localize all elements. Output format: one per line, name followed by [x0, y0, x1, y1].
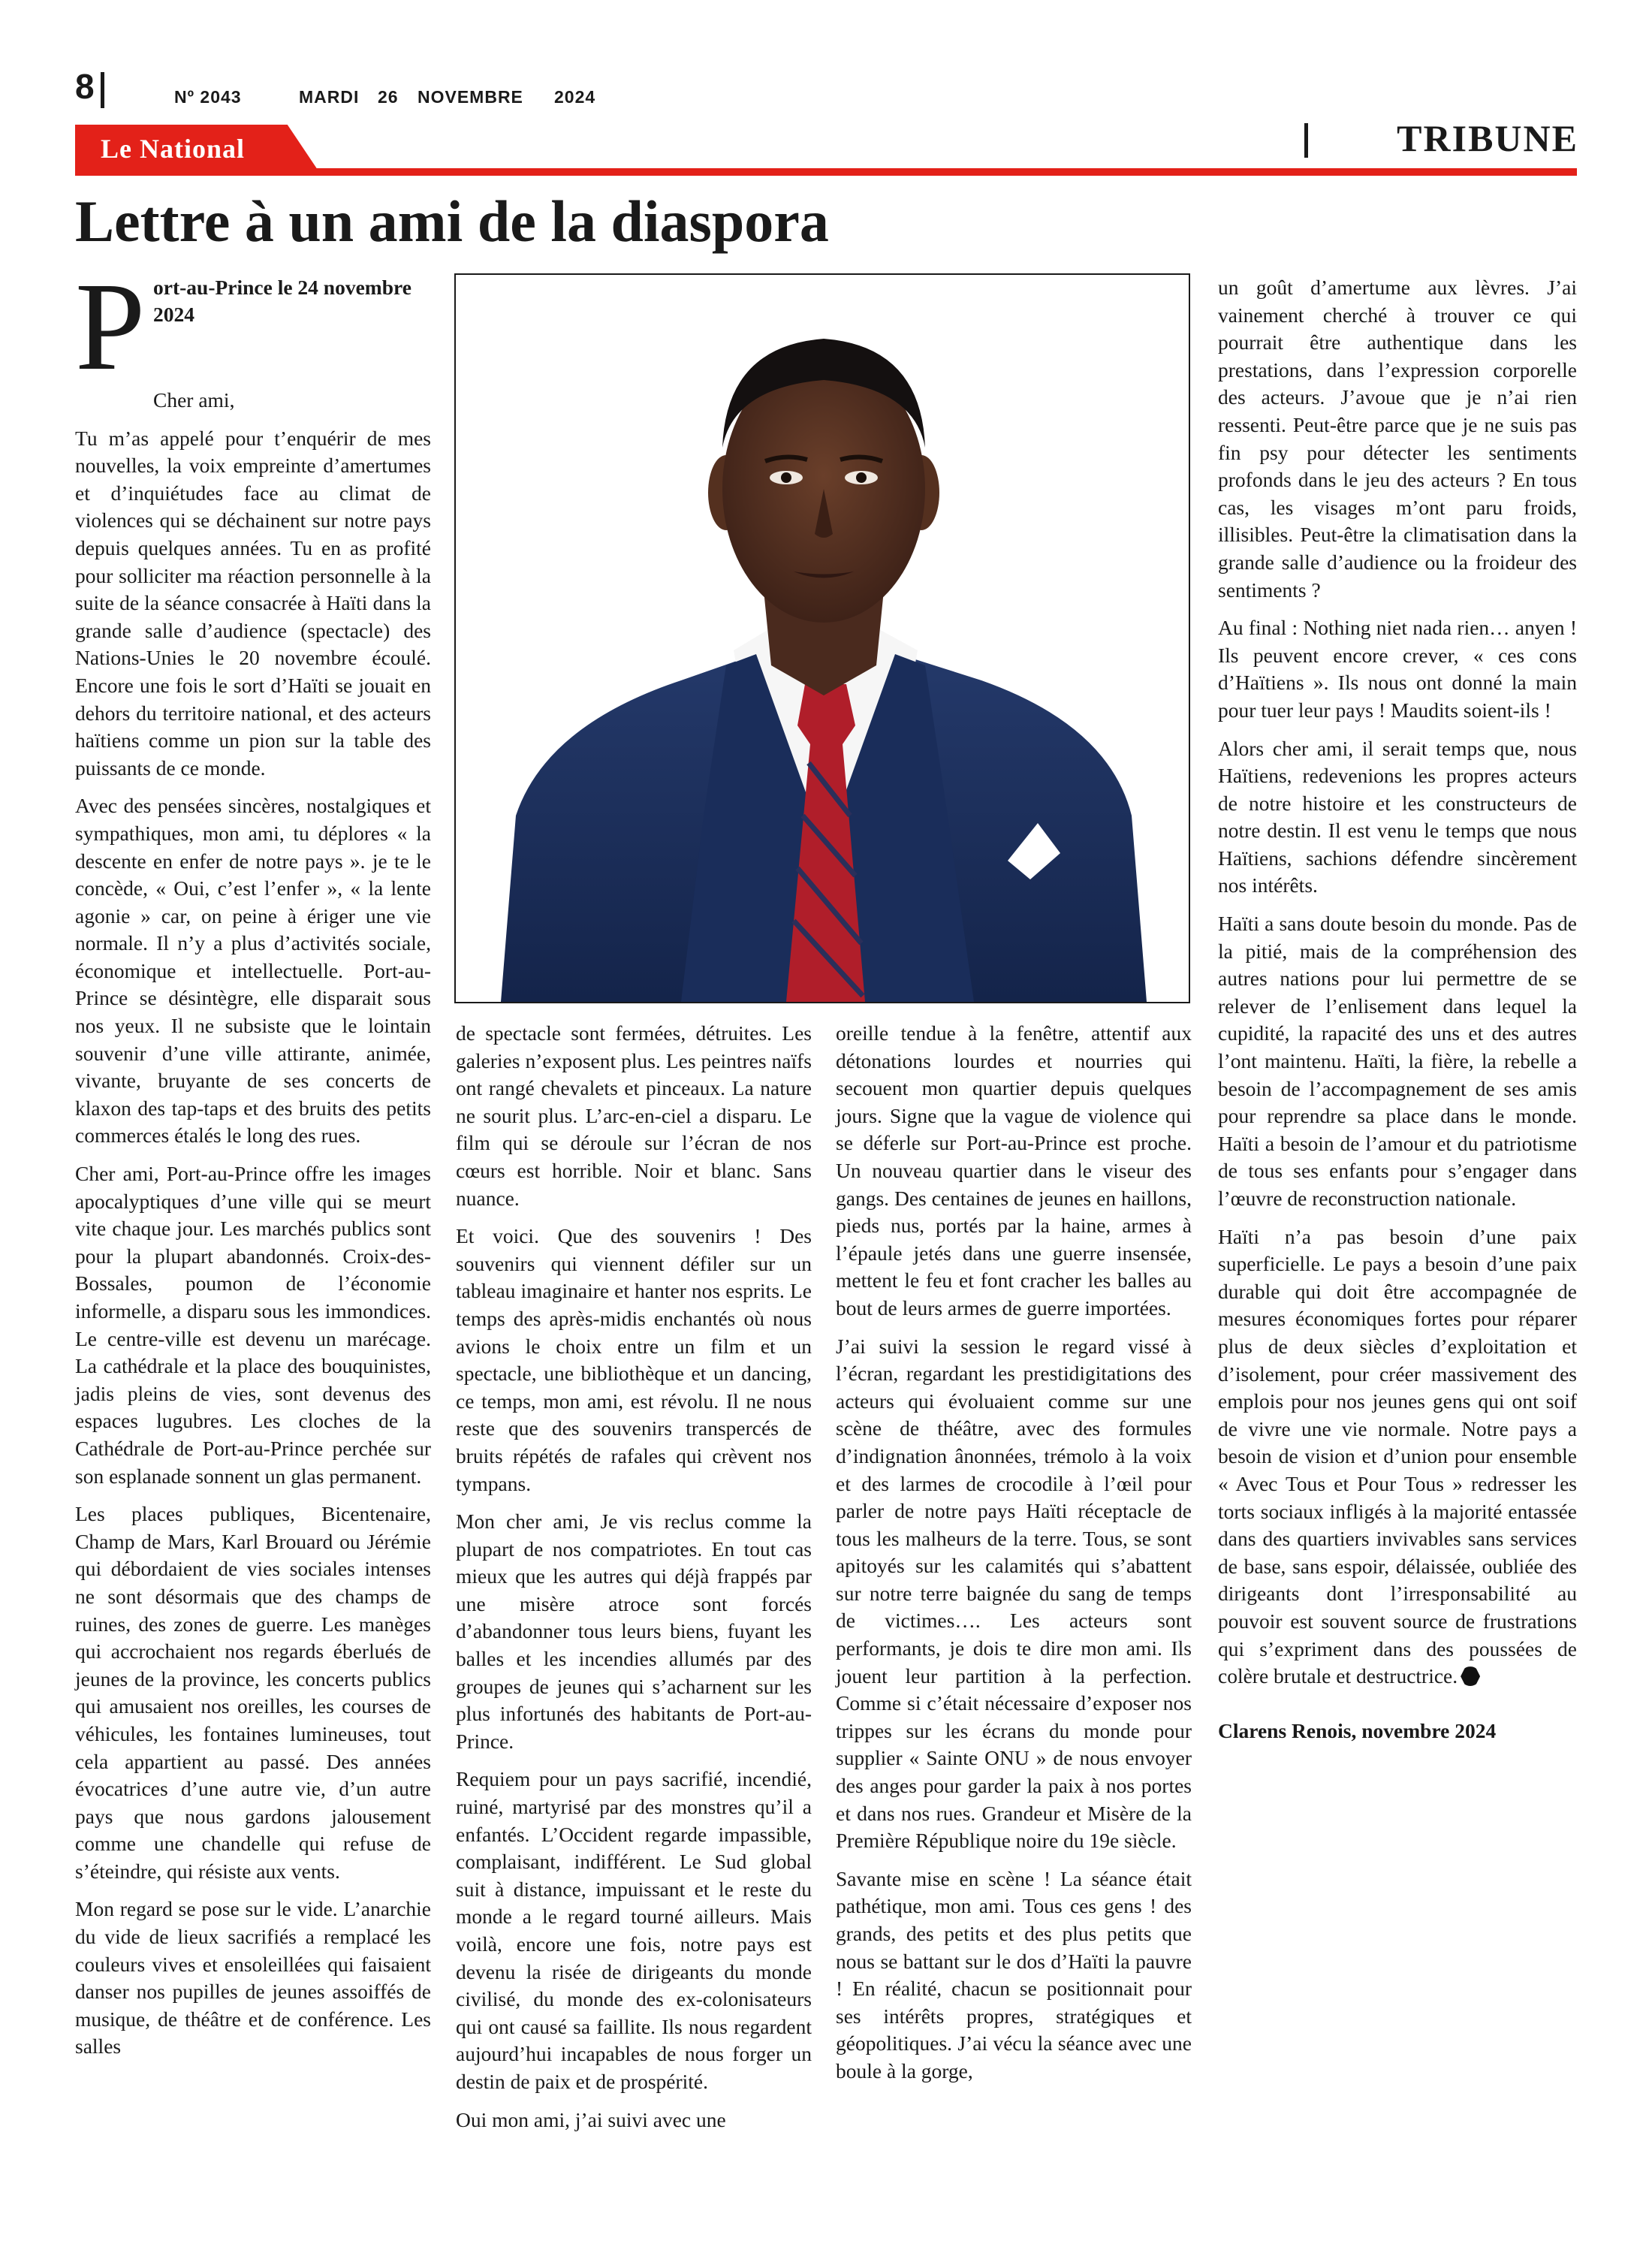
date-year: 2024 — [554, 87, 596, 107]
article-column-4 — [1218, 274, 1577, 1755]
end-of-article-icon — [1461, 1666, 1480, 1686]
section-label: TRIBUNE — [1397, 117, 1578, 159]
article-column-2 — [456, 1020, 812, 2144]
paragraph: Requiem pour un pays sacrifié, incendié, ruiné, martyrisé par des monstres qu’il a enfantés. L’Occident regarde impassible, complaisant, indifférent. Le Sud global suit à distance, impuissant et le reste du monde a le regard tourné ailleurs. Mais voilà, encore une fois, notre pays est devenu la risée de dirigeants du monde civilisé, du monde des ex-colonisateurs qui ont causé sa faillite. Ils nous regardent aujourd’hui incapables de nous forger un destin de paix et de prospérité. — [456, 1767, 812, 2093]
paragraph: Oui mon ami, j’ai suivi avec une — [456, 2107, 726, 2131]
article-column-1 — [75, 257, 431, 2071]
issue-number: Nº 2043 — [174, 87, 242, 107]
paragraph: Mon cher ami, Je vis reclus comme la plupart de nos compatriotes. En tout cas mieux que les autres qui déjà frappés par une misère atroce sont forcés d’abandonner tous leurs biens, fuyant les balles et les incendies allumés par des groupes de jeunes qui s’acharnent sur les plus infortunés des habitants de Port-au-Prince. — [456, 1510, 812, 1753]
brand-logo: Le National — [101, 134, 246, 164]
paragraph-final-text: Haïti n’a pas besoin d’une paix superficielle. Le pays a besoin d’une paix durable qui doit être accompagnée de mesures économiques fortes pour réparer plus de deux siècles d’exploitation et d’isolement, pour créer massivement des emplois pour nos jeunes gens qui ont soif de vivre une vie normale. Notre pays a besoin de vision et d’union pour ensemble « Avec Tous et Pour Tous » redresser les torts sociaux infligés à la majorité entassée dans des quartiers invivables sans services de base, sans espoir, délaissée, oubliée des dirigeants dont l’irresponsabilité au pouvoir est souvent source de frustrations qui s’expriment dans des poussées de colère brutale et destructrice. — [1218, 1224, 1577, 1688]
paragraph: Tu m’as appelé pour t’enquérir de mes nouvelles, la voix empreinte d’amertumes et d’inquiétudes face au climat de violences qui se déchainent sur notre pays depuis quelques années. Tu en as profité pour solliciter ma réaction personnelle à la suite de la séance consacrée à Haïti dans la grande salle d’audience (spectacle) des Nations-Unies le 20 novembre écoulé. Encore une fois le sort d’Haïti se jouait en dehors du territoire national, et des acteurs haïtiens comme un pion sur la table des puissants de ce monde. — [75, 426, 431, 780]
paragraph: Et voici. Que des souvenirs ! Des souvenirs qui viennent défiler sur un tableau imaginaire et hanter nos esprits. Le temps des après-midis enchantés où nous avions le choix entre un film et un spectacle, une bibliothèque et un dancing, ce temps, mon ami, est révolu. Il ne nous reste que des souvenirs transpercés de bruits répétés de rafales qui crèvent nos tympans. — [456, 1224, 812, 1495]
article-column-3 — [836, 1020, 1192, 2096]
paragraph: Mon regard se pose sur le vide. L’anarchie du vide de lieux sacrifiés a remplacé les couleurs vives et ensoleillées qui faisaient danser nos pupilles de jeunes assoiffés de musique, de théâtre et de conférence. Les salles — [75, 1897, 431, 2058]
section-divider — [1304, 123, 1308, 158]
paragraph: Cher ami, Port-au-Prince offre les images apocalyptiques d’une ville qui se meurt vite chaque jour. Les marchés publics sont pour la plupart abandonnés. Croix-des-Bossales, poumon de l’économie informelle, a disparu sous les immondices. Le centre-ville est devenu un marécage. La cathédrale et la place des bouquinistes, jadis pleins de vies, sont devenus des espaces lugubres. Les cloches de la Cathédrale de Port-au-Prince perchée sur son esplanade sonnent un glas permanent. — [75, 1162, 431, 1488]
paragraph: Alors cher ami, il serait temps que, nous Haïtiens, redevenions les propres acteurs de notre histoire et les constructeurs de notre destin. Il est venu le temps que nous Haïtiens, sachions défendre sincèrement nos intérêts. — [1218, 736, 1577, 897]
date-month: NOVEMBRE — [418, 87, 523, 107]
paragraph: Au final : Nothing niet nada rien… anyen ! Ils peuvent encore crever, « ces cons d’Haïtiens ». Ils nous ont donné la main pour tuer leur pays ! Maudits soient-ils ! — [1218, 616, 1577, 722]
paragraph: Les places publiques, Bicentenaire, Champ de Mars, Karl Brouard ou Jérémie qui débordaient de vies sociales intenses ne sont désormais que des champs de ruines, des zones de guerre. Les manèges qui accrochaient nos regards éberlués de jeunes de la province, les concerts publics qui amusaient nos oreilles, les courses de véhicules, les fontaines lumineuses, tout cela appartient au passé. Des années évocatrices d’une autre vie, d’un autre pays que nous gardons jalousement comme une chandelle qui refuse de s’éteindre, qui résiste aux vents. — [75, 1502, 431, 1883]
paragraph-final — [1218, 1223, 1577, 1691]
portrait-photo — [454, 273, 1190, 1003]
article-intro — [75, 257, 431, 397]
salutation: Cher ami, — [153, 388, 235, 412]
paragraph: Avec des pensées sincères, nostalgiques et sympathiques, mon ami, tu déplores « la descente en enfer de notre pays ». je te le concède, « Oui, c’est l’enfer », « la lente agonie » car, on peine à ériger une vie normale. Il n’y a plus d’activités sociale, économique et intellectuelle. Port-au-Prince se désintègre, elle disparait sous nos yeux. Il ne subsiste que le lointain souvenir d’une ville attirante, animée, vivante, bruyante de ses concerts de klaxon des tap-taps et des bruits des petits commerces étalés le long des rues. — [75, 794, 431, 1148]
paragraph: Haïti a sans doute besoin du monde. Pas de la pitié, mais de la compréhension des autres nations pour lui permettre de se relever de l’enlisement dans lequel la cupidité, la rapacité des uns et des autres l’ont maintenu. Haïti, la fière, la rebelle a besoin de l’accompagnement de ses amis pour reprendre sa place dans le monde. Haïti a besoin de l’amour et du patriotisme de tous ses enfants pour s’engager dans l’œuvre de reconstruction nationale. — [1218, 912, 1577, 1210]
portrait-illustration — [456, 275, 1189, 1002]
weekday: MARDI — [299, 87, 360, 107]
author-signature: Clarens Renois, novembre 2024 — [1218, 1718, 1497, 1742]
drop-cap: P — [75, 257, 146, 397]
paragraph: J’ai suivi la session le regard vissé à l’écran, regardant les prestidigitations des acteurs qui évoluaient comme sur une scène de théâtre, avec des formules d’indignation ânonnées, trémolo à la voix et des larmes de crocodile à l’œil pour parler de notre pays Haïti réceptacle de tous les malheurs de la terre. Tous, se sont apitoyés sur les calamités qui s’abattent sur notre terre baignée du sang de temps de victimes…. Les acteurs sont performants, je dois te dire mon ami. Ils jouent leur partition à la perfection. Comme si c’était nécessaire d’exposer nos trippes sur les écrans du monde pour supplier « Sainte ONU » de nous envoyer des anges pour garder la paix à nos portes et dans nos rues. Grandeur et Misère de la Première République noire du 19e siècle. — [836, 1334, 1192, 1853]
page-number-divider — [101, 72, 104, 108]
date-day: 26 — [378, 87, 399, 107]
paragraph: oreille tendue à la fenêtre, attentif aux détonations lourdes et nourries qui secouent mon quartier depuis quelques jours. Signe que la vague de violence qui se déferle sur Port-au-Prince est proche. Un nouveau quartier dans le viseur des gangs. Des centaines de jeunes en haillons, pieds nus, portés par la haine, armes à l’épaule jetés dans une guerre insensée, mettent le feu et font cracher les balles au bout de leurs armes de guerre importées. — [836, 1021, 1192, 1320]
article-title: Lettre à un ami de la diaspora — [75, 189, 829, 254]
dateline: ort-au-Prince le 24 novembre 2024 — [153, 276, 411, 326]
paragraph: de spectacle sont fermées, détruites. Les galeries n’exposent plus. Les peintres naïfs ont rangé chevalets et pinceaux. La nature ne sourit plus. L’arc-en-ciel a disparu. Le film qui se déroule sur l’écran de nos cœurs est horrible. Noir et blanc. Sans nuance. — [456, 1021, 812, 1210]
page-number: 8 — [75, 67, 95, 106]
header-rule — [75, 168, 1577, 176]
paragraph: Savante mise en scène ! La séance était pathétique, mon ami. Tous ces gens ! des grands, des petits et des plus petits que nous se battant sur le dos d’Haïti la pauvre ! En réalité, chacun se positionnait pour ses intérêts propres, stratégiques et géopolitiques. J’ai vécu la séance avec une boule à la gorge, — [836, 1866, 1192, 2083]
paragraph: un goût d’amertume aux lèvres. J’ai vainement cherché à trouver ce qui pourrait être authentique dans les prestations, dans l’expression corporelle des acteurs. J’avoue que je n’ai rien ressenti. Peut-être parce que je ne suis pas fin psy pour détecter les sentiments profonds dans le jeu des acteurs ? En tous cas, les visages m’ont paru froids, illisibles. Peut-être la climatisation dans la grande salle d’audience ou la froideur des sentiments ? — [1218, 276, 1577, 602]
